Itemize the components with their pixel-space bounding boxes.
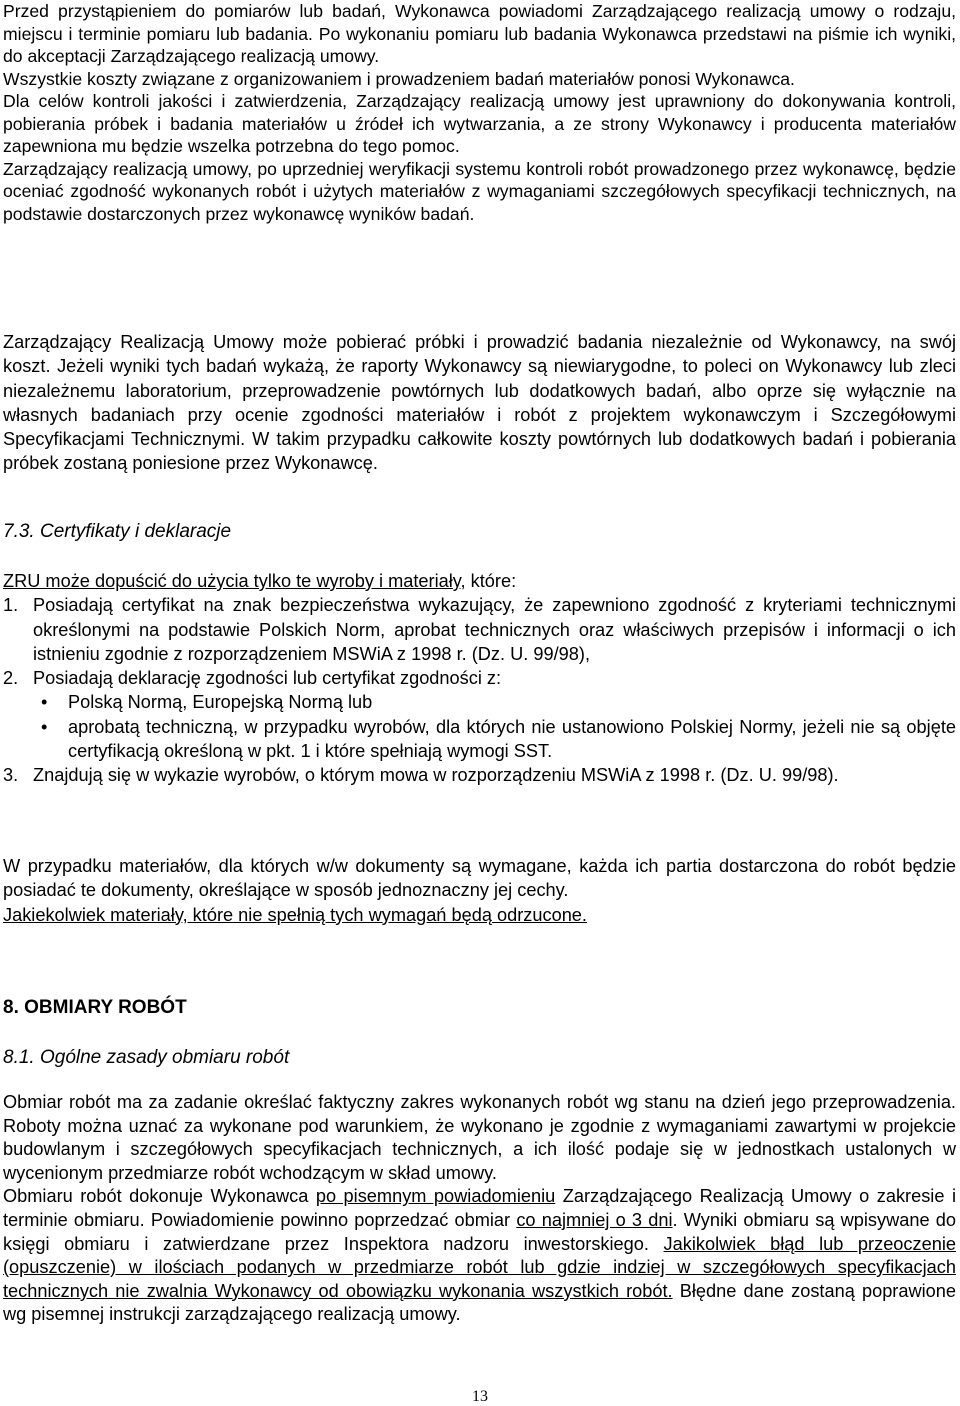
- intro-paragraph-5: Zarządzający Realizacją Umowy może pobierać próbki i prowadzić badania niezależnie od Wykonawcy, na swój koszt. Jeżeli wyniki tych badań wykażą, że raporty Wykonawcy są niewiarygodne, to poleci on Wykonawcy lub zleci niezależnemu laboratorium, przeprowadzenie powtórnych lub dodatkowych badań, albo oprze się wyłącznie na własnych badaniach przy ocenie zgodności materiałów i robót z projektem wykonawczym i Szczegółowymi Specyfikacjami Technicznymi. W takim przypadku całkowite koszty powtórnych lub dodatkowych badań i pobierania próbek zostaną poniesione przez Wykonawcę.: [3, 332, 956, 474]
- p2-underlined-2: co najmniej o 3 dni: [516, 1209, 673, 1230]
- intro-paragraph-5-block: [3, 330, 956, 476]
- section-8-1-paragraph-2: [3, 1185, 956, 1327]
- list-item-1-text: Posiadają certyfikat na znak bezpieczeństwa wykazujący, że zapewniono zgodność z kryteriami technicznymi określonymi na podstawie Polskich Norm, aprobat technicznych oraz właściwych przepisów i informacji o ich istnieniu zgodnie z rozporządzeniem MSWiA z 1998 r. (Dz. U. 99/98),: [33, 595, 956, 664]
- intro-paragraph-2: Wszystkie koszty związane z organizowaniem i prowadzeniem badań materiałów ponosi Wykonawca.: [3, 68, 795, 89]
- bullet-item-2: [3, 715, 956, 764]
- list-item-3-text: Znajdują się w wykazie wyrobów, o którym mowa w rozporządzeniu MSWiA z 1998 r. (Dz. U. 99/98).: [33, 765, 839, 786]
- p2-text-a: Obmiaru robót dokonuje Wykonawca: [3, 1186, 316, 1207]
- bullet-item-2-text: aprobatą techniczną, w przypadku wyrobów, dla których nie ustanowiono Polskiej Normy, jeżeli nie są objęte certyfikacją określoną w pkt. 1 i które spełniają wymogi SST.: [68, 716, 956, 762]
- lead-rest: , które:: [460, 571, 517, 591]
- list-item-3: [3, 763, 956, 787]
- intro-paragraph-4: Zarządzający realizacją umowy, po uprzedniej weryfikacji systemu kontroli robót prowadzonego przez wykonawcę, będzie oceniać zgodność wykonanych robót i użytych materiałów z wymaganiami szczegółowych specyfikacji technicznych, na podstawie dostarczonych przez wykonawcę wyników badań.: [3, 158, 956, 224]
- bullet-item-1-text: Polską Normą, Europejską Normą lub: [68, 692, 373, 713]
- page-number: 13: [472, 1388, 488, 1405]
- list-item-2-text: Posiadają deklarację zgodności lub certyfikat zgodności z:: [33, 668, 502, 689]
- rejection-note: Jakiekolwiek materiały, które nie spełnią tych wymagań będą odrzucone.: [3, 904, 587, 925]
- list-item-3-number: 3.: [3, 765, 19, 786]
- section-8-1-paragraph-1: Obmiar robót ma za zadanie określać faktyczny zakres wykonanych robót wg stanu na dzień jego przeprowadzenia. Roboty można uznać za wykonane pod warunkiem, że wykonano je zgodnie z wymaganiami zawartymi w projekcie budowlanym i szczegółowych specyfikacjach technicznych, a ich ilość podaje się w jednostkach ustalonych w wycenionym przedmiarze robót wchodzącym w skład umowy.: [3, 1092, 956, 1183]
- p2-underlined-3: Jakikolwiek błąd lub przeoczenie (opuszczenie) w ilościach podanych w przedmiarze robót lub gdzie indziej w szczegółowych specyfikacjach technicznych nie zwalnia Wykonawcy od obowiązku wykonania wszystkich robót.: [3, 1233, 956, 1301]
- intro-paragraph-3: Dla celów kontroli jakości i zatwierdzenia, Zarządzający realizacją umowy jest uprawniony do dokonywania kontroli, pobierania próbek i badania materiałów u źródeł ich wytwarzania, a ze strony Wykonawcy i producenta materiałów zapewniona mu będzie wszelka potrzebna do tego pomoc.: [3, 91, 956, 156]
- section-8-1-heading: 8.1. Ogólne zasady obmiaru robót: [3, 1047, 290, 1068]
- bullet-icon: •: [41, 716, 48, 737]
- intro-paragraph-1: Przed przystąpieniem do pomiarów lub badań, Wykonawca powiadomi Zarządzającego realizacją umowy o rodzaju, miejscu i terminie pomiaru lub badania. Po wykonaniu pomiaru lub badania Wykonawca przedstawi na piśmie ich wyniki, do akceptacji Zarządzającego realizacją umowy.: [3, 1, 956, 66]
- p2-text-b: Zarządzającego Realizacją Umowy o zakresie i terminie obmiaru. Powiadomienie powinno poprzedzać obmiar: [3, 1186, 956, 1230]
- section-7-3-heading: 7.3. Certyfikaty i deklaracje: [3, 521, 232, 542]
- bullet-item-1: [3, 690, 956, 714]
- p2-underlined-1: po pisemnym powiadomieniu: [315, 1186, 556, 1207]
- list-item-1-number: 1.: [3, 595, 19, 616]
- list-item-1: [3, 593, 956, 666]
- lead-underlined: ZRU może dopuścić do użycia tylko te wyroby i materiały: [3, 571, 461, 591]
- bullet-icon: •: [41, 692, 48, 713]
- section-7-3-body: [3, 569, 956, 788]
- closing-paragraph: W przypadku materiałów, dla których w/w dokumenty są wymagane, każda ich partia dostarczona do robót będzie posiadać te dokumenty, określające w sposób jednoznaczny jej cechy.: [3, 856, 956, 901]
- section-8-heading: 8. OBMIARY ROBÓT: [3, 997, 187, 1018]
- list-item-2: [3, 666, 956, 690]
- p2-text-c: . Wyniki obmiaru są wpisywane do księgi obmiaru i zatwierdzane przez Inspektora nadzoru inwestorskiego.: [3, 1209, 957, 1254]
- section-7-3-lead: [3, 569, 956, 593]
- p2-text-d: Błędne dane zostaną poprawione wg pisemnej instrukcji zarządzającego realizacją umowy.: [3, 1280, 956, 1325]
- section-7-3-closing: [3, 854, 956, 927]
- section-8-1-body: [3, 1091, 956, 1327]
- intro-section: [3, 0, 956, 225]
- list-item-2-number: 2.: [3, 668, 19, 689]
